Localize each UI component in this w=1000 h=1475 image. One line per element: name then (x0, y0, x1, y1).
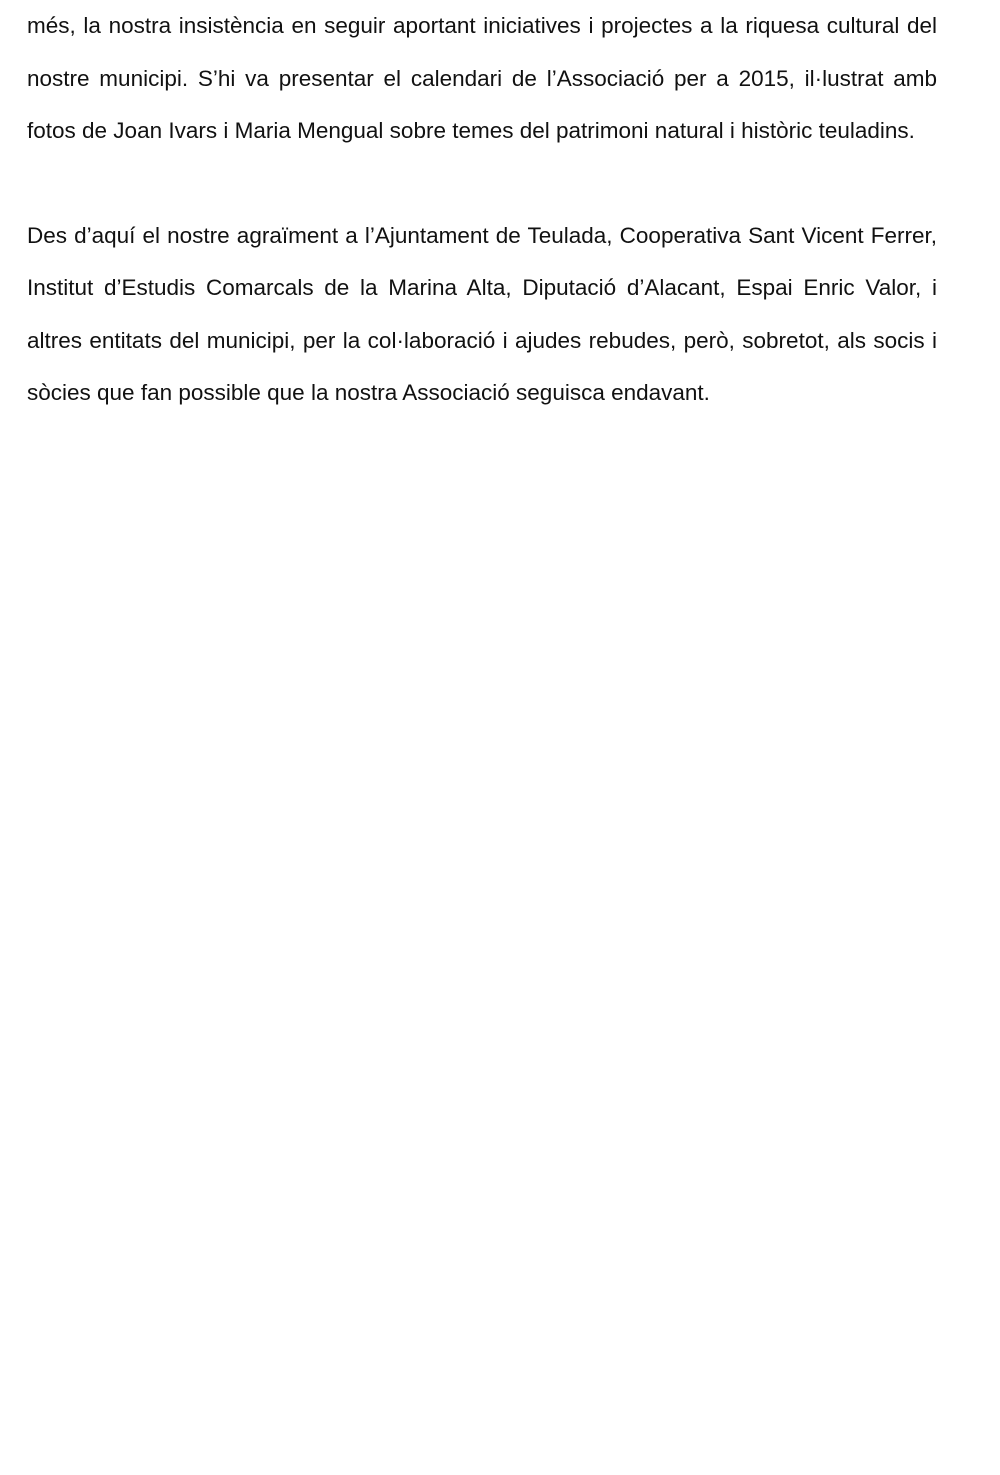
paragraph-acknowledgements: Des d’aquí el nostre agraïment a l’Ajuntament de Teulada, Cooperativa Sant Vicent Ferrer, Institut d’Estudis Comarcals de la Marina Alta, Diputació d’Alacant, Espai Enric Valor, i altres entitats del municipi, per la col·laboració i ajudes rebudes, però, sobretot, als socis i sòcies que fan possible que la nostra Associació seguisca endavant. (27, 222, 937, 405)
document-page (27, 0, 937, 420)
paragraph-calendar: més, la nostra insistència en seguir aportant iniciatives i projectes a la riquesa cultural del nostre municipi. S’hi va presentar el calendari de l’Associació per a 2015, il·lustrat amb fotos de Joan Ivars i Maria Mengual sobre temes del patrimoni natural i històric teuladins. (27, 13, 937, 143)
